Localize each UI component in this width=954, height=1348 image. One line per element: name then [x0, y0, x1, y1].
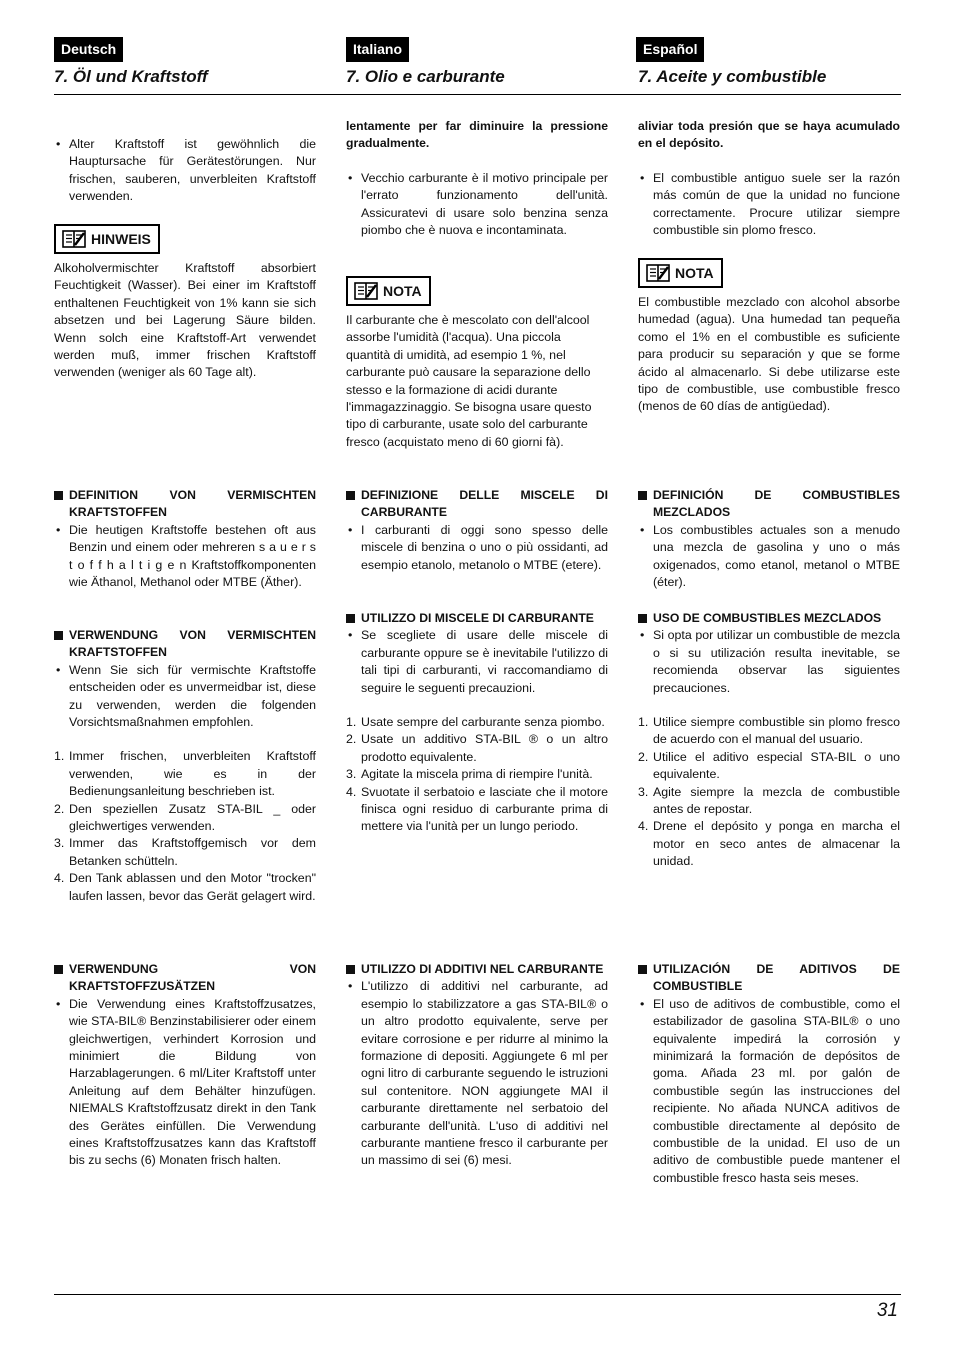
- definition-block: [346, 487, 608, 574]
- tab-deutsch: Deutsch: [54, 37, 123, 62]
- usage-bullet: • Wenn Sie sich für vermischte Kraftstoffe entscheiden oder es unvermeidbar ist, diese zu verwenden, werden die folgenden Vorsichtsmaßnahmen empfohlen.: [54, 662, 316, 732]
- note-block: [346, 276, 608, 451]
- intro-bullet: • Vecchio carburante è il motivo principale per l'errato funzionamento dell'unità. Assicuratevi di usare solo benzina senza piombo che è nuova e incontaminata.: [346, 170, 608, 240]
- additives-bullet: • L'utilizzo di additivi nel carburante, ad esempio lo stabilizzatore a gas STA-BIL® o un altro prodotto equivalente, serve per evitare corrosione e per ridurre al minimo la formazione di depositi. Aggiungete 6 ml per ogni litro di carburante seguendo le istruzioni sul contenitore. NON aggiungete MAI il carburante direttamente nel serbatoio del carburante dell'unità. L'uso di additivi nel carburante mantiene fresco il carburante per un massimo di sei (6) mesi.: [346, 978, 608, 1169]
- note-block: [638, 258, 900, 416]
- intro-bullet: • El combustible antiguo suele ser la razón más común de que la unidad no funcione correctamente. Procure utilizar siempre combustible sin plomo fresco.: [638, 170, 900, 240]
- intro-bold-text: lentamente per far diminuire la pressione gradualmente.: [346, 119, 608, 151]
- definition-bullet: • I carburanti di oggi sono spesso delle miscele di benzina o uno o più ossidanti, ad esempio etanolo, metanolo o MTBE (etere).: [346, 522, 608, 574]
- note-label: NOTA: [675, 265, 714, 281]
- heading-additives: UTILIZACIÓN DE ADITIVOS DE COMBUSTIBLE: [638, 961, 900, 996]
- usage-bullet: • Se scegliete di usare delle miscele di carburante oppure se è inevitabile l'utilizzo di tali tipi di carburanti, vi raccomandiamo di seguire le seguenti precauzioni.: [346, 627, 608, 697]
- intro-bullet: • Alter Kraftstoff ist gewöhnlich die Hauptursache für Gerätestörungen. Nur frischen, sauberen, unverbleiten Kraftstoff verwenden.: [54, 136, 316, 206]
- section-title-es: 7. Aceite y combustible: [638, 67, 827, 86]
- book-icon: [646, 264, 670, 282]
- section-title-it: 7. Olio e carburante: [346, 67, 505, 86]
- step-4: 4. Drene el depósito y ponga en marcha el motor en seco antes de almacenar la unidad.: [638, 819, 900, 869]
- step-1: 1. Immer frischen, unverbleiten Kraftstoff verwenden, wie es in der Bedienungsanleitung beschrieben ist.: [54, 749, 316, 799]
- step-3: 3. Agite siempre la mezcla de combustible antes de repostar.: [638, 784, 900, 817]
- tab-espanol: Español: [636, 37, 704, 62]
- note-text: El combustible mezclado con alcohol absorbe humedad (agua). Una humedad tan pequeña como el 1% en el combustible es suficiente para producir su separación y que se forme ácido al almacenarlo. Si debe utilizarse este tipo de combustible, use combustible fresco (menos de 60 días de antigüedad).: [638, 295, 900, 414]
- note-badge: [638, 258, 723, 288]
- intro-bold-text: aliviar toda presión que se haya acumulado en el depósito.: [638, 119, 900, 151]
- step-2: 2. Usate un additivo STA-BIL ® o un altro prodotto equivalente.: [346, 732, 608, 764]
- step-2: 2. Den speziellen Zusatz STA-BIL _ oder gleichwertiges verwenden.: [54, 801, 316, 834]
- step-3: 3. Immer das Kraftstoffgemisch vor dem Betanken schütteln.: [54, 836, 316, 868]
- additive-block: [346, 961, 608, 1170]
- additives-bullet: • Die Verwendung eines Kraftstoffzusatzes, wie STA-BIL® Benzinstabilisierer oder einem gleichwertigen, verhindert Korrosion und minimiert die Bildung von Harzablagerungen. 6 ml/Liter Kraftstoff unter Anleitung auf dem Behälter hinzufügen. NIEMALS Kraftstoffzusatz direkt in den Tank des Gerätes einfüllen. Die Verwendung eines Kraftstoffzusatzes kann das Kraftstoff bis zu sechs (6) Monaten frisch halten.: [54, 996, 316, 1170]
- note-label: HINWEIS: [91, 231, 151, 247]
- heading-usage: UTILIZZO DI MISCELE DI CARBURANTE: [346, 610, 608, 627]
- usage-block: [346, 610, 608, 836]
- heading-usage: USO DE COMBUSTIBLES MEZCLADOS: [638, 610, 900, 627]
- step-4: 4. Den Tank ablassen und den Motor "trocken" laufen lassen, bevor das Gerät gelagert wird.: [54, 871, 316, 903]
- heading-additives: UTILIZZO DI ADDITIVI NEL CARBURANTE: [346, 961, 608, 978]
- step-4: 4. Svuotate il serbatoio e lasciate che il motore finisca ogni residuo di carburante prima di mettere via l'unità per un lungo periodo.: [346, 784, 608, 834]
- additive-block: [54, 961, 316, 1170]
- heading-definition: DEFINICIÓN DE COMBUSTIBLES MEZCLADOS: [638, 487, 900, 522]
- note-text: Il carburante che è mescolato con dell'alcool assorbe l'umidità (l'acqua). Una piccola quantità di umidità, ad esempio 1 %, nel carburante può causare la separazione dello stesso e la formazione di acidi durante l'immagazzinaggio. Se bisogna usare questo tipo di carburante, usate solo del carburante fresco (acquistato meno di 60 giorni fà).: [346, 313, 592, 449]
- additive-block: [638, 961, 900, 1187]
- definition-block: [638, 487, 900, 591]
- heading-additives: VERWENDUNG VON KRAFTSTOFFZUSÄTZEN: [54, 961, 316, 996]
- usage-block: [54, 627, 316, 905]
- book-icon: [354, 282, 378, 300]
- definition-bullet: • Die heutigen Kraftstoffe bestehen oft aus Benzin und einem oder mehreren s a u e r s t o f f h a l t i g e n Kraftstoffkomponenten wie Äthanol, Methanol oder MTBE (Äther).: [54, 522, 316, 592]
- note-text: Alkoholvermischter Kraftstoff absorbiert Feuchtigkeit (Wasser). Bei einer im Kraftstoff enthaltenen Feuchtigkeit von 1% kann sie sich absetzen und bei Lagerung Säure bilden. Wenn solch eine Kraftstoff-Art verwendet werden muß, immer frischen Kraftstoff verwenden (weniger als 60 Tage alt).: [54, 261, 316, 380]
- usage-block: [638, 610, 900, 871]
- note-label: NOTA: [383, 283, 422, 299]
- heading-usage: VERWENDUNG VON VERMISCHTEN KRAFTSTOFFEN: [54, 627, 316, 662]
- intro-block: [54, 136, 316, 206]
- tab-italiano: Italiano: [346, 37, 409, 62]
- step-3: 3. Agitate la miscela prima di riempire l'unità.: [346, 767, 593, 782]
- note-block: [54, 224, 316, 382]
- definition-bullet: • Los combustibles actuales son a menudo una mezcla de gasolina y uno o más oxigenados, como etanol, metanol o MTBE (éter).: [638, 522, 900, 592]
- intro-block: [638, 118, 900, 239]
- header-rule: [54, 94, 901, 95]
- additives-bullet: • El uso de aditivos de combustible, como el estabilizador de gasolina STA-BIL® o uno equivalente impedirá la corrosión y minimizará la formación de depósitos de goma. Añada 23 ml. por galón de combustible según las instrucciones del recipiente. No añada NUNCA aditivos de combustible directamente al depósito de combustible de la unidad. El uso de un aditivo de combustible puede mantener el combustible fresco hasta seis meses.: [638, 996, 900, 1187]
- heading-definition: DEFINITION VON VERMISCHTEN KRAFTSTOFFEN: [54, 487, 316, 522]
- usage-bullet: • Si opta por utilizar un combustible de mezcla o si su utilización resulta inevitable, se recomienda observar las siguientes precauciones.: [638, 627, 900, 697]
- step-1: 1. Utilice siempre combustible sin plomo fresco de acuerdo con el manual del usuario.: [638, 715, 900, 747]
- heading-definition: DEFINIZIONE DELLE MISCELE DI CARBURANTE: [346, 487, 608, 522]
- note-badge: [346, 276, 431, 306]
- page-number: 31: [876, 1300, 898, 1321]
- definition-block: [54, 487, 316, 591]
- footer-rule: [54, 1294, 901, 1295]
- note-badge: [54, 224, 160, 254]
- book-icon: [62, 230, 86, 248]
- step-2: 2. Utilice el aditivo especial STA-BIL o uno equivalente.: [638, 749, 900, 782]
- intro-block: [346, 118, 608, 239]
- section-title-de: 7. Öl und Kraftstoff: [54, 67, 208, 86]
- step-1: 1. Usate sempre del carburante senza piombo.: [346, 715, 605, 730]
